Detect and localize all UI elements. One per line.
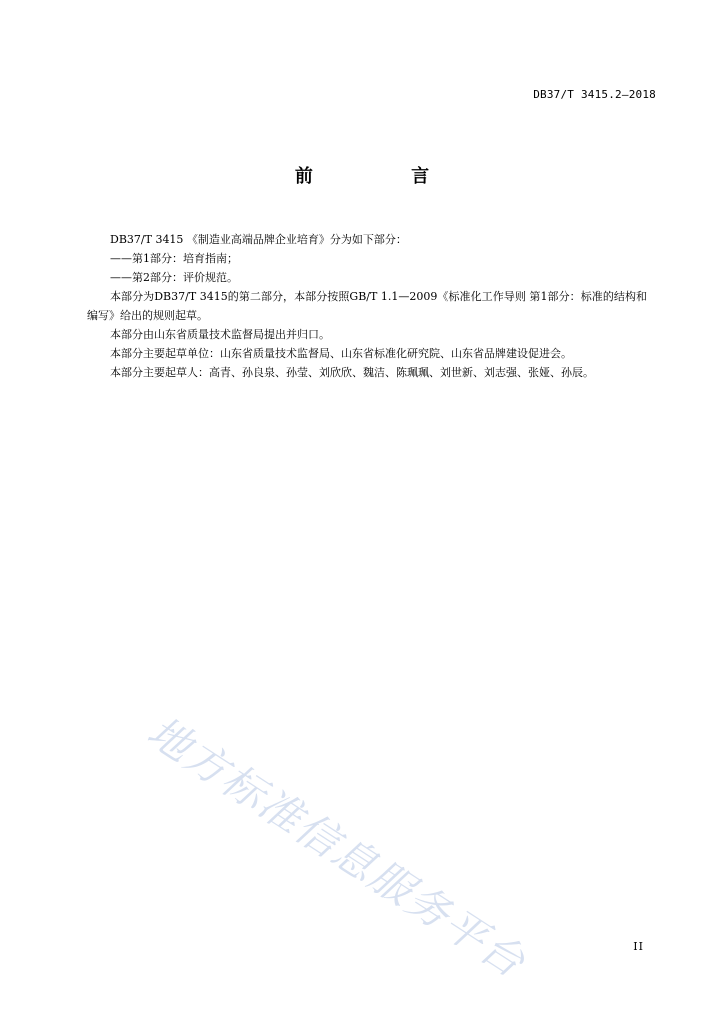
- foreword-paragraph-proposer: 本部分由山东省质量技术监督局提出并归口。: [110, 328, 330, 341]
- watermark-text: 地方标准信息服务平台: [138, 706, 535, 988]
- standard-code-header: DB37/T 3415.2—2018: [533, 88, 656, 101]
- foreword-paragraph-drafting-rules: 本部分为DB37/T 3415的第二部分，本部分按照GB/T 1.1—2009《标准化工作导则 第1部分：标准的结构和编写》给出的规则起草。: [87, 290, 647, 322]
- foreword-body: [87, 230, 647, 382]
- foreword-paragraph-part1: ——第1部分：培育指南；: [110, 252, 238, 265]
- foreword-paragraph-intro: DB37/T 3415 《制造业高端品牌企业培育》分为如下部分：: [110, 233, 407, 246]
- foreword-paragraph-drafting-units: 本部分主要起草单位：山东省质量技术监督局、山东省标准化研究院、山东省品牌建设促进会。: [110, 347, 572, 360]
- page-title: 前 言: [294, 166, 476, 187]
- foreword-paragraph-part2: ——第2部分：评价规范。: [110, 271, 238, 284]
- foreword-paragraph-drafters: 本部分主要起草人：高青、孙良泉、孙莹、刘欣欣、魏洁、陈珮珮、刘世新、刘志强、张娅、孙辰。: [110, 366, 594, 379]
- page-number: II: [633, 940, 644, 953]
